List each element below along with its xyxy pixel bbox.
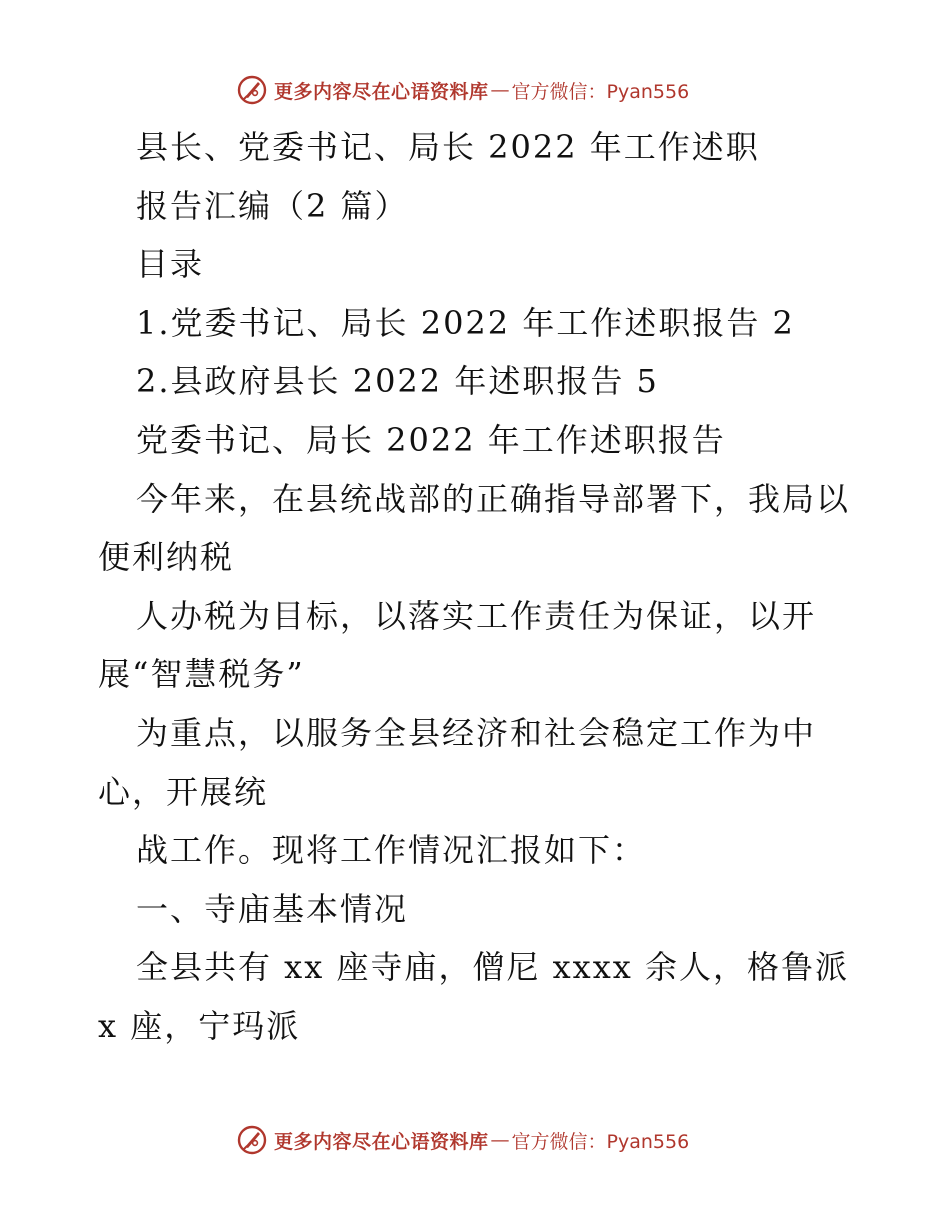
- paragraph-line: 战工作。现将工作情况汇报如下：: [136, 831, 647, 870]
- paragraph-line: 今年来，在县统战部的正确指导部署下，我局以: [136, 479, 851, 518]
- watermark-text: 更多内容尽在心语资料库: [274, 80, 489, 103]
- paragraph-line: 为重点，以服务全县经济和社会稳定工作为中: [136, 713, 817, 752]
- watermark-contact: 官方微信：Pyan556: [511, 80, 690, 103]
- toc-heading: 目录: [136, 245, 205, 284]
- paragraph-line: 便利纳税: [98, 538, 235, 577]
- doc-title-line-1: 县长、党委书记、局长 2022 年工作述职: [136, 128, 760, 166]
- watermark-separator: —: [490, 79, 510, 101]
- paragraph-line: 人办税为目标，以落实工作责任为保证，以开: [136, 596, 817, 635]
- quill-circle-logo-icon: [236, 74, 268, 106]
- paragraph-line: 心，开展统: [98, 772, 269, 811]
- paragraph-line: 全县共有 xx 座寺庙，僧尼 xxxx 余人，格鲁派: [136, 948, 849, 987]
- toc-item-2: 2.县政府县长 2022 年述职报告 5: [136, 362, 659, 401]
- doc-title-line-2: 报告汇编（2 篇）: [136, 186, 409, 225]
- watermark-text: 更多内容尽在心语资料库: [274, 1130, 489, 1153]
- footer-watermark: [236, 1122, 689, 1158]
- watermark-contact: 官方微信：Pyan556: [511, 1130, 690, 1153]
- watermark-separator: —: [490, 1129, 510, 1151]
- toc-item-1: 1.党委书记、局长 2022 年工作述职报告 2: [136, 303, 795, 342]
- paragraph-line: x 座，宁玛派: [98, 1006, 301, 1045]
- section-title: 党委书记、局长 2022 年工作述职报告: [136, 420, 726, 459]
- quill-circle-logo-icon: [236, 1124, 268, 1156]
- subsection-heading: 一、寺庙基本情况: [136, 889, 409, 928]
- header-watermark: [236, 72, 689, 108]
- paragraph-line: 展“智慧税务”: [98, 655, 305, 694]
- document-body: [98, 118, 858, 1056]
